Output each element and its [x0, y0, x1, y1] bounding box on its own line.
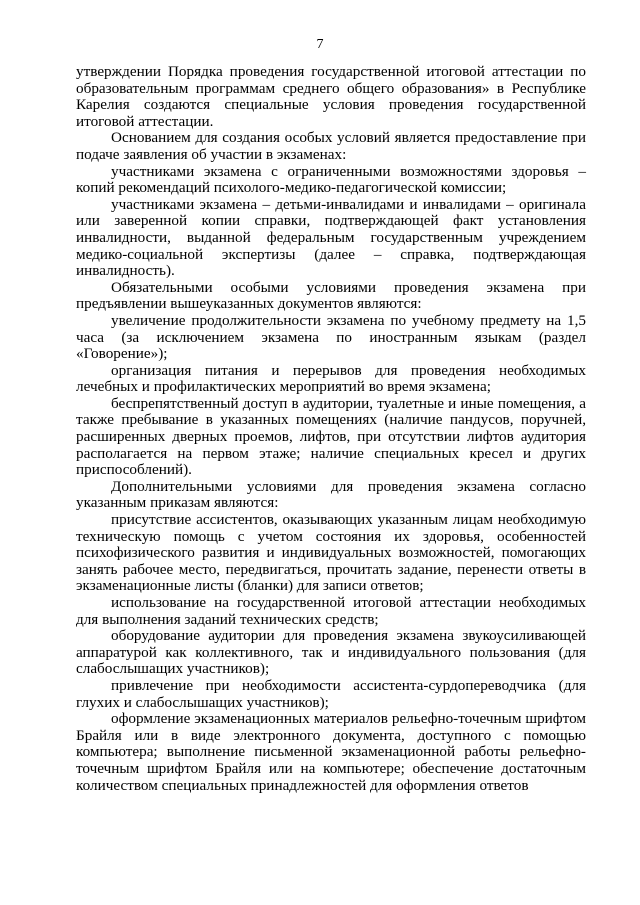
text-line: точечным шрифтом Брайля или на компьютере; обеспечение достаточным — [76, 759, 586, 777]
text-line: итоговой аттестации. — [76, 112, 214, 130]
text-line: инвалидности, выданной федеральным государственным учреждением — [76, 228, 586, 246]
text-line: количеством специальных принадлежностей для оформления ответов — [76, 776, 529, 794]
text-line: для выполнения заданий технических средств; — [76, 610, 379, 628]
text-line: Брайля или в виде электронного документа, доступного с помощью — [76, 726, 586, 744]
text-line: оборудование аудитории для проведения экзамена звукоусиливающей — [111, 627, 586, 645]
paragraph — [76, 197, 586, 280]
text-line: оформление экзаменационных материалов рельефно-точечным шрифтом — [111, 710, 586, 728]
text-line: расширенных дверных проемов, лифтов, при отсутствии лифтов аудитория — [76, 428, 586, 446]
text-line: или заверенной копии справки, подтверждающей факт установления — [76, 212, 586, 230]
text-line: образовательным программам среднего общего образования» в Республике — [76, 79, 586, 97]
text-line: участниками экзамена – детьми-инвалидами и инвалидами – оригинала — [111, 195, 586, 213]
text-line: беспрепятственный доступ в аудитории, туалетные и иные помещения, а — [111, 394, 586, 412]
text-line: инвалидность). — [76, 262, 175, 280]
paragraph — [76, 512, 586, 595]
text-line: Дополнительными условиями для проведения экзамена согласно — [111, 477, 586, 495]
paragraph — [76, 396, 586, 479]
text-line: психофизического развития и индивидуальных возможностей, помогающих — [76, 544, 586, 562]
text-line: «Говорение»); — [76, 345, 168, 363]
text-line: медико-социальной экспертизы (далее – справка, подтверждающая — [76, 245, 586, 263]
text-line: предъявлении вышеуказанных документов являются: — [76, 295, 422, 313]
text-line: Основанием для создания особых условий является предоставление при — [111, 129, 586, 147]
text-line: также пребывание в указанных помещениях (наличие пандусов, поручней, — [76, 411, 586, 429]
text-line: приспособлений). — [76, 461, 192, 479]
paragraph — [76, 678, 586, 711]
paragraph — [76, 280, 586, 313]
body-text — [76, 64, 586, 794]
text-line: располагается на первом этаже; наличие специальных кресел и других — [76, 444, 586, 462]
text-line: экзаменационные листы (бланки) для записи ответов; — [76, 577, 424, 595]
text-line: присутствие ассистентов, оказывающих указанным лицам необходимую — [111, 511, 586, 529]
paragraph — [76, 164, 586, 197]
text-line: компьютера; выполнение письменной экзаменационной работы рельефно- — [76, 743, 586, 761]
text-line: лечебных и профилактических мероприятий во время экзамена; — [76, 378, 491, 396]
text-line: Обязательными особыми условиями проведения экзамена при — [111, 278, 586, 296]
text-line: привлечение при необходимости ассистента-сурдопереводчика (для — [111, 676, 586, 694]
text-line: занять рабочее место, передвигаться, прочитать задание, перенести ответы в — [76, 560, 586, 578]
text-line: указанным приказам являются: — [76, 494, 279, 512]
paragraph — [76, 595, 586, 628]
text-line: подаче заявления об участии в экзаменах: — [76, 145, 347, 163]
paragraph — [76, 479, 586, 512]
paragraph — [76, 711, 586, 794]
text-line: копий рекомендаций психолого-медико-педагогической комиссии; — [76, 179, 507, 197]
text-line: организация питания и перерывов для проведения необходимых — [111, 361, 586, 379]
text-line: глухих и слабослышащих участников); — [76, 693, 329, 711]
text-line: Карелия создаются специальные условия проведения государственной — [76, 96, 586, 114]
text-line: техническую помощь с учетом состояния их здоровья, особенностей — [76, 527, 586, 545]
text-line: слабослышащих участников); — [76, 660, 270, 678]
page-number: 7 — [316, 37, 324, 52]
text-line: аппаратурой как коллективного, так и индивидуального пользования (для — [76, 643, 586, 661]
paragraph — [76, 313, 586, 363]
text-line: использование на государственной итоговой аттестации необходимых — [111, 594, 586, 611]
text-line: увеличение продолжительности экзамена по учебному предмету на 1,5 — [111, 311, 586, 329]
text-line: участниками экзамена с ограниченными возможностями здоровья – — [111, 162, 586, 180]
text-line: часа (за исключением экзамена по иностранным языкам (раздел — [76, 328, 586, 346]
paragraph — [76, 64, 586, 130]
paragraph — [76, 628, 586, 678]
text-line: утверждении Порядка проведения государственной итоговой аттестации по — [76, 63, 586, 80]
paragraph — [76, 363, 586, 396]
paragraph — [76, 130, 586, 163]
